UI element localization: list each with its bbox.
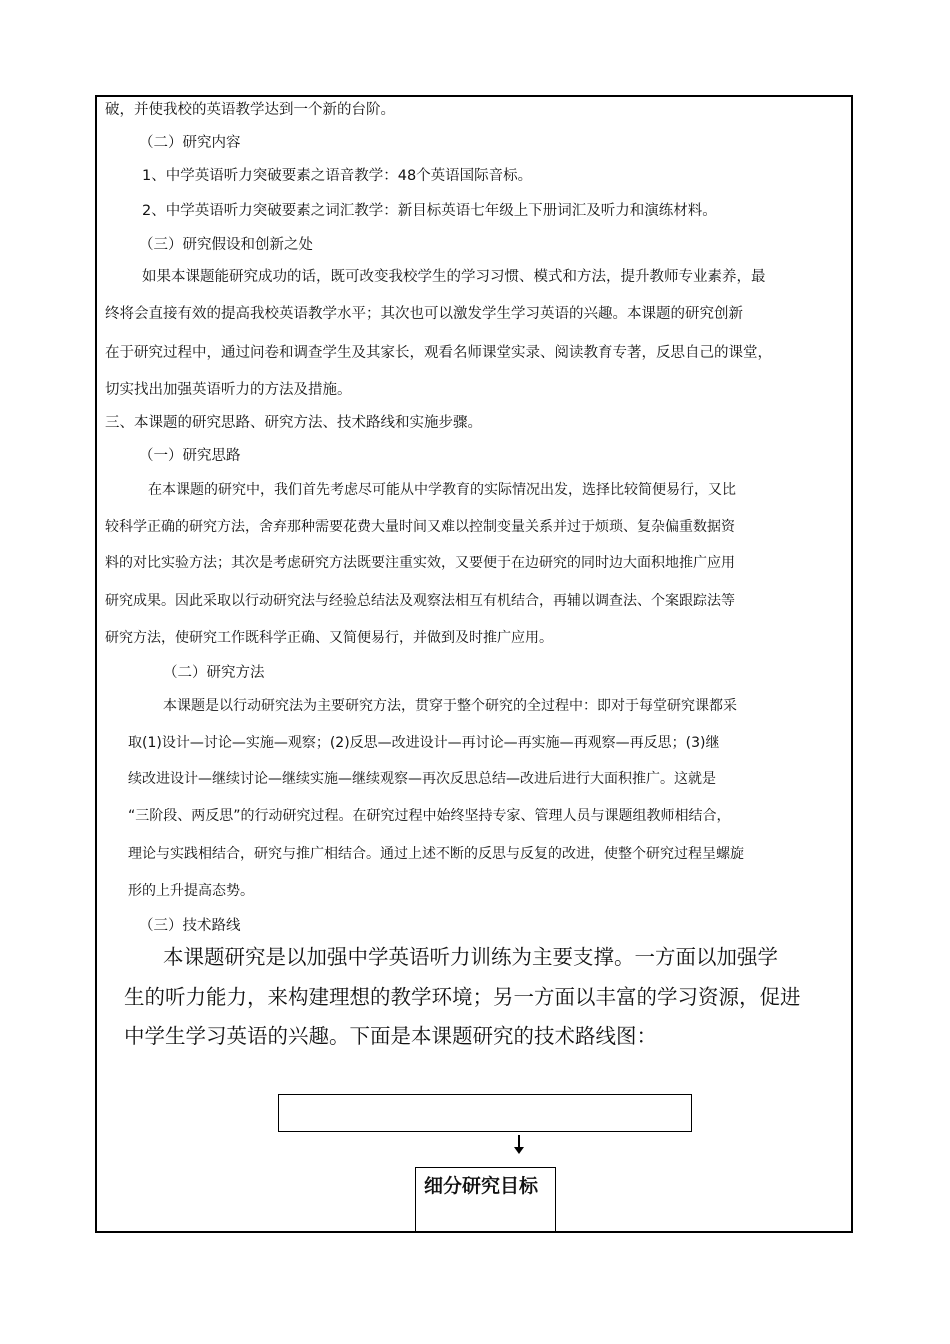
- text-line: 料的对比实验方法；其次是考虑研究方法既要注重实效，又要便于在边研究的同时边大面积地推广应用: [105, 555, 735, 571]
- text-line: 终将会直接有效的提高我校英语教学水平；其次也可以激发学生学习英语的兴趣。本课题的研究创新: [105, 306, 743, 322]
- text-line: 本课题研究是以加强中学英语听力训练为主要支撑。一方面以加强学: [163, 945, 778, 969]
- text-line: 研究方法，使研究工作既科学正确、又简便易行，并做到及时推广应用。: [105, 630, 553, 646]
- text-line: 在于研究过程中，通过问卷和调查学生及其家长，观看名师课堂实录、阅读教育专著，反思自己的课堂，: [105, 345, 772, 361]
- text-line: 形的上升提高态势。: [128, 883, 254, 899]
- text-line: 生的听力能力，来构建理想的教学环境；另一方面以丰富的学习资源，促进: [124, 985, 801, 1009]
- subheading-research-method: （二）研究方法: [163, 665, 265, 681]
- subheading-hypothesis: （三）研究假设和创新之处: [139, 237, 313, 253]
- text-line: 研究成果。因此采取以行动研究法与经验总结法及观察法相互有机结合，再辅以调查法、个案跟踪法等: [105, 593, 735, 609]
- subheading-research-idea: （一）研究思路: [139, 448, 241, 464]
- text-line: 理论与实践相结合，研究与推广相结合。通过上述不断的反思与反复的改进，使整个研究过程呈螺旋: [128, 846, 744, 862]
- text-line: 切实找出加强英语听力的方法及措施。: [105, 382, 352, 398]
- text-line: 如果本课题能研究成功的话，既可改变我校学生的学习习惯、模式和方法，提升教师专业素养，最: [142, 269, 766, 285]
- text-line: 较科学正确的研究方法，舍弃那种需要花费大量时间又难以控制变量关系并过于烦琐、复杂偏重数据资: [105, 519, 735, 535]
- text-line: 本课题是以行动研究法为主要研究方法，贯穿于整个研究的全过程中：即对于每堂研究课都采: [163, 698, 737, 714]
- flowchart-box-refine-goals: 细分研究目标: [415, 1167, 556, 1233]
- section-heading-three: 三、本课题的研究思路、研究方法、技术路线和实施步骤。: [105, 415, 482, 431]
- arrow-down-icon: [514, 1147, 524, 1154]
- subheading-research-content: （二）研究内容: [139, 135, 241, 151]
- text-line: 取(1)设计—讨论—实施—观察；(2)反思—改进设计—再讨论—再实施—再观察—再反思；(3)继: [128, 735, 720, 751]
- text-line: 2、中学英语听力突破要素之词汇教学：新目标英语七年级上下册词汇及听力和演练材料。: [142, 203, 717, 219]
- flowchart-box-top: [278, 1094, 692, 1132]
- text-line: 中学生学习英语的兴趣。下面是本课题研究的技术路线图：: [124, 1024, 657, 1048]
- text-line: 破，并使我校的英语教学达到一个新的台阶。: [105, 102, 395, 118]
- text-line: 在本课题的研究中，我们首先考虑尽可能从中学教育的实际情况出发，选择比较简便易行，又比: [148, 482, 736, 498]
- text-line: 续改进设计—继续讨论—继续实施—继续观察—再次反思总结—改进后进行大面积推广。这就是: [128, 771, 716, 787]
- text-line: 1、中学英语听力突破要素之语音教学：48个英语国际音标。: [142, 168, 533, 184]
- text-line: “三阶段、两反思”的行动研究过程。在研究过程中始终坚持专家、管理人员与课题组教师相结合，: [128, 808, 731, 824]
- subheading-technical-route: （三）技术路线: [139, 918, 241, 934]
